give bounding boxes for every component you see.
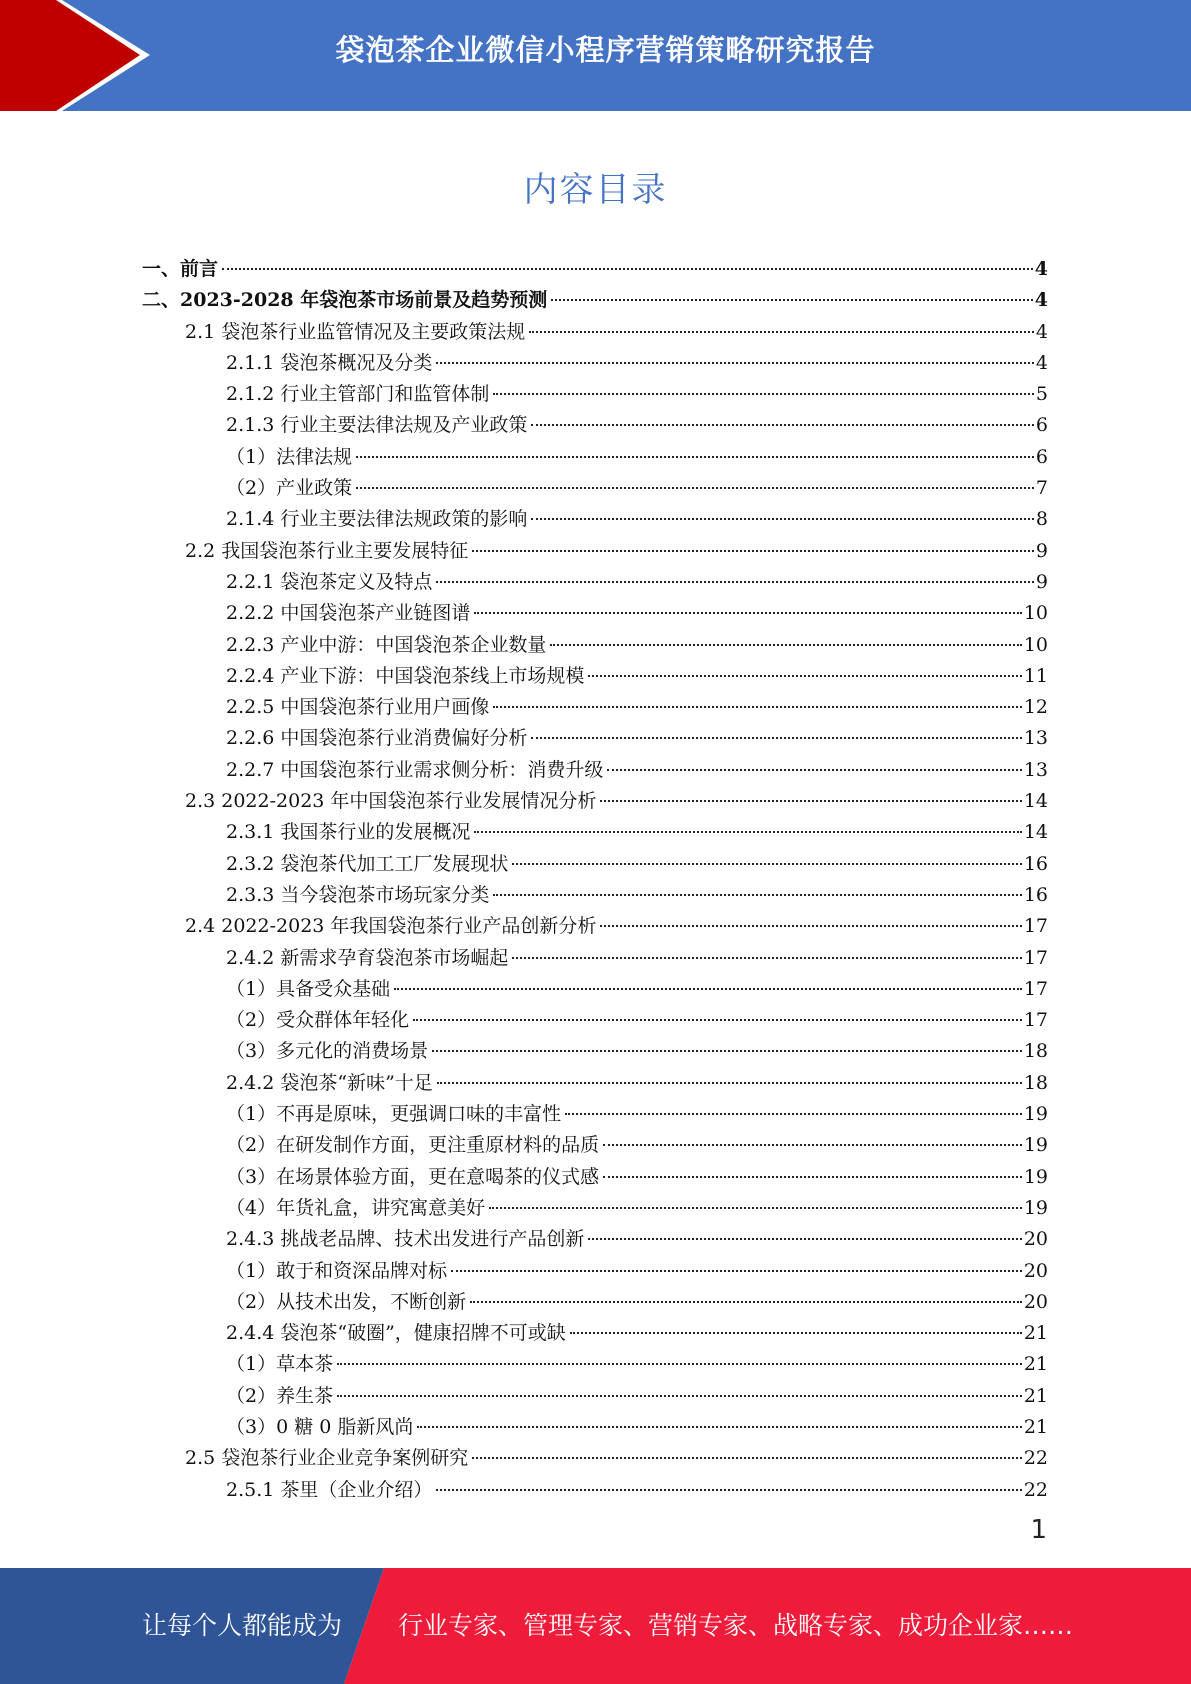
toc-entry[interactable] — [142, 473, 1048, 504]
toc-entry-title: 2.3.2 袋泡茶代加工工厂发展现状 — [226, 852, 509, 875]
toc-leader-dots — [531, 737, 1021, 739]
toc-entry-page: 13 — [1023, 727, 1048, 750]
toc-entry-page: 4 — [1035, 351, 1048, 374]
toc-entry-page: 10 — [1023, 633, 1048, 656]
toc-entry-title: （2）受众群体年轻化 — [226, 1009, 410, 1032]
toc-entry-page: 22 — [1023, 1447, 1048, 1470]
toc-entry[interactable] — [142, 1318, 1048, 1349]
toc-entry-page: 20 — [1023, 1228, 1048, 1251]
toc-entry[interactable] — [142, 817, 1048, 848]
toc-entry-title: 2.2.6 中国袋泡茶行业消费偏好分析 — [226, 727, 528, 750]
toc-entry[interactable] — [142, 692, 1048, 723]
toc-leader-dots — [337, 1395, 1022, 1397]
toc-leader-dots — [472, 550, 1034, 552]
toc-entry-page: 19 — [1023, 1196, 1048, 1219]
toc-entry-title: （1）法律法规 — [226, 445, 353, 468]
toc-entry-title: （1）敢于和资深品牌对标 — [226, 1259, 448, 1282]
toc-entry-title: （3）在场景体验方面，更在意喝茶的仪式感 — [226, 1165, 600, 1188]
toc-entry-page: 4 — [1034, 258, 1048, 280]
toc-entry-title: （4）年货礼盒，讲究寓意美好 — [226, 1196, 486, 1219]
toc-leader-dots — [493, 393, 1034, 395]
toc-entry-page: 18 — [1023, 1071, 1048, 1094]
toc-entry[interactable] — [142, 943, 1048, 974]
toc-entry-title: 2.4.3 挑战老品牌、技术出发进行产品创新 — [226, 1228, 585, 1251]
toc-entry-page: 10 — [1023, 602, 1048, 625]
toc-entry-page: 21 — [1023, 1322, 1048, 1345]
toc-leader-dots — [603, 1144, 1022, 1146]
toc-entry-title: 2.2.5 中国袋泡茶行业用户画像 — [226, 696, 490, 719]
toc-leader-dots — [222, 268, 1033, 270]
table-of-contents — [142, 254, 1048, 1506]
toc-entry-page: 19 — [1023, 1134, 1048, 1157]
toc-leader-dots — [531, 518, 1034, 520]
toc-leader-dots — [588, 675, 1021, 677]
toc-entry-page: 7 — [1035, 477, 1048, 500]
toc-entry-title: 2.4.4 袋泡茶“破圈”，健康招牌不可或缺 — [226, 1322, 566, 1345]
toc-entry[interactable] — [142, 317, 1048, 348]
toc-entry-title: 二、2023-2028 年袋泡茶市场前景及趋势预测 — [142, 289, 548, 312]
toc-entry-title: 2.2.1 袋泡茶定义及特点 — [226, 570, 433, 593]
toc-entry-page: 17 — [1023, 946, 1048, 969]
toc-entry-title: 2.4.2 袋泡茶“新味”十足 — [226, 1071, 433, 1094]
toc-leader-dots — [432, 1050, 1022, 1052]
toc-entry-title: 2.5 袋泡茶行业企业竞争案例研究 — [185, 1447, 469, 1470]
toc-entry-page: 20 — [1023, 1290, 1048, 1313]
toc-leader-dots — [436, 581, 1034, 583]
toc-leader-dots — [551, 299, 1033, 301]
toc-leader-dots — [531, 424, 1034, 426]
toc-entry-title: （3）多元化的消费场景 — [226, 1040, 429, 1063]
toc-leader-dots — [512, 863, 1021, 865]
toc-entry[interactable] — [142, 1162, 1048, 1193]
toc-entry[interactable] — [142, 1381, 1048, 1412]
toc-leader-dots — [489, 1207, 1022, 1209]
toc-leader-dots — [337, 1363, 1022, 1365]
toc-entry-page: 21 — [1023, 1353, 1048, 1376]
toc-leader-dots — [470, 1301, 1022, 1303]
toc-entry[interactable] — [142, 504, 1048, 535]
toc-entry[interactable] — [142, 567, 1048, 598]
toc-leader-dots — [394, 988, 1022, 990]
toc-entry[interactable] — [142, 1412, 1048, 1443]
toc-entry-page: 16 — [1023, 883, 1048, 906]
toc-entry[interactable] — [142, 1224, 1048, 1255]
toc-entry-title: （2）从技术出发，不断创新 — [226, 1290, 467, 1313]
footer-right-text: 行业专家、管理专家、营销专家、战略专家、成功企业家…… — [398, 1611, 1074, 1640]
toc-entry[interactable] — [142, 1036, 1048, 1067]
toc-entry[interactable] — [142, 285, 1048, 316]
toc-entry[interactable] — [142, 1475, 1048, 1506]
toc-entry-title: 一、前言 — [142, 258, 219, 280]
toc-entry-page: 17 — [1023, 977, 1048, 1000]
toc-entry[interactable] — [142, 1130, 1048, 1161]
toc-leader-dots — [550, 644, 1021, 646]
toc-entry-title: （2）产业政策 — [226, 477, 353, 500]
toc-entry-page: 4 — [1035, 320, 1048, 343]
toc-leader-dots — [356, 487, 1034, 489]
toc-leader-dots — [607, 769, 1021, 771]
toc-entry[interactable] — [142, 723, 1048, 754]
toc-entry[interactable] — [142, 849, 1048, 880]
toc-entry-title: 2.1.3 行业主要法律法规及产业政策 — [226, 414, 528, 437]
page-number: 1 — [1030, 1515, 1047, 1545]
toc-entry-title: 2.3.1 我国茶行业的发展概况 — [226, 821, 471, 844]
toc-entry-page: 9 — [1035, 570, 1048, 593]
toc-entry-title: 2.1.1 袋泡茶概况及分类 — [226, 351, 433, 374]
toc-entry-page: 14 — [1023, 821, 1048, 844]
toc-entry-title: 2.1.4 行业主要法律法规政策的影响 — [226, 508, 528, 531]
toc-entry-title: 2.2 我国袋泡茶行业主要发展特征 — [185, 539, 469, 562]
toc-leader-dots — [529, 331, 1034, 333]
toc-entry-title: （1）不再是原味，更强调口味的丰富性 — [226, 1103, 562, 1126]
toc-entry-page: 6 — [1035, 445, 1048, 468]
toc-entry[interactable] — [142, 1005, 1048, 1036]
toc-entry[interactable] — [142, 630, 1048, 661]
toc-entry-title: 2.5.1 茶里（企业介绍） — [226, 1478, 433, 1501]
toc-leader-dots — [451, 1270, 1022, 1272]
toc-entry-page: 6 — [1035, 414, 1048, 437]
toc-entry[interactable] — [142, 442, 1048, 473]
toc-entry-title: 2.4 2022-2023 年我国袋泡茶行业产品创新分析 — [185, 915, 597, 938]
toc-heading: 内容目录 — [523, 170, 668, 210]
toc-entry-title: （1）具备受众基础 — [226, 977, 391, 1000]
toc-leader-dots — [588, 1238, 1021, 1240]
toc-entry[interactable] — [142, 1349, 1048, 1380]
toc-entry[interactable] — [142, 786, 1048, 817]
toc-entry-page: 20 — [1023, 1259, 1048, 1282]
toc-entry-page: 13 — [1023, 758, 1048, 781]
toc-entry-page: 9 — [1035, 539, 1048, 562]
toc-entry-title: 2.2.7 中国袋泡茶行业需求侧分析：消费升级 — [226, 758, 604, 781]
toc-entry-title: （2）养生茶 — [226, 1384, 334, 1407]
toc-leader-dots — [600, 925, 1021, 927]
toc-leader-dots — [356, 456, 1034, 458]
toc-entry[interactable] — [142, 410, 1048, 441]
toc-entry-page: 4 — [1034, 289, 1048, 312]
toc-leader-dots — [600, 800, 1021, 802]
toc-entry-page: 8 — [1035, 508, 1048, 531]
toc-entry-page: 22 — [1023, 1478, 1048, 1501]
toc-entry-page: 18 — [1023, 1040, 1048, 1063]
toc-leader-dots — [436, 362, 1034, 364]
toc-leader-dots — [565, 1113, 1022, 1115]
toc-entry-title: 2.4.2 新需求孕育袋泡茶市场崛起 — [226, 946, 509, 969]
toc-entry[interactable] — [142, 1193, 1048, 1224]
toc-leader-dots — [474, 831, 1021, 833]
footer-banner — [0, 1568, 1191, 1684]
toc-leader-dots — [472, 1457, 1022, 1459]
toc-entry-page: 21 — [1023, 1415, 1048, 1438]
toc-entry[interactable] — [142, 1443, 1048, 1474]
toc-entry-page: 17 — [1023, 915, 1048, 938]
toc-entry-title: 2.1.2 行业主管部门和监管体制 — [226, 383, 490, 406]
toc-entry-page: 11 — [1023, 664, 1048, 687]
toc-leader-dots — [493, 894, 1021, 896]
toc-entry-title: 2.2.2 中国袋泡茶产业链图谱 — [226, 602, 471, 625]
toc-entry-title: （3）0 糖 0 脂新风尚 — [226, 1415, 414, 1438]
toc-entry-page: 19 — [1023, 1165, 1048, 1188]
footer-left-text: 让每个人都能成为 — [142, 1611, 343, 1640]
toc-entry-title: 2.3 2022-2023 年中国袋泡茶行业发展情况分析 — [185, 790, 597, 813]
toc-entry-page: 21 — [1023, 1384, 1048, 1407]
header-title: 袋泡茶企业微信小程序营销策略研究报告 — [335, 33, 876, 67]
toc-leader-dots — [603, 1176, 1022, 1178]
toc-entry-page: 12 — [1023, 696, 1048, 719]
header-banner — [0, 0, 1191, 111]
toc-leader-dots — [437, 1082, 1022, 1084]
toc-leader-dots — [493, 706, 1021, 708]
toc-entry[interactable] — [142, 661, 1048, 692]
toc-entry[interactable] — [142, 1099, 1048, 1130]
toc-entry[interactable] — [142, 348, 1048, 379]
toc-entry-page: 14 — [1023, 790, 1048, 813]
toc-entry[interactable] — [142, 379, 1048, 410]
toc-leader-dots — [413, 1019, 1022, 1021]
toc-entry-title: 2.1 袋泡茶行业监管情况及主要政策法规 — [185, 320, 526, 343]
toc-entry[interactable] — [142, 974, 1048, 1005]
toc-entry-page: 16 — [1023, 852, 1048, 875]
toc-entry[interactable] — [142, 755, 1048, 786]
toc-entry[interactable] — [142, 1256, 1048, 1287]
toc-entry[interactable] — [142, 1287, 1048, 1318]
toc-entry-title: 2.3.3 当今袋泡茶市场玩家分类 — [226, 883, 490, 906]
toc-entry-title: （1）草本茶 — [226, 1353, 334, 1376]
toc-entry-title: （2）在研发制作方面，更注重原材料的品质 — [226, 1134, 600, 1157]
toc-entry[interactable] — [142, 911, 1048, 942]
toc-leader-dots — [570, 1332, 1022, 1334]
toc-entry[interactable] — [142, 880, 1048, 911]
toc-entry-page: 19 — [1023, 1103, 1048, 1126]
toc-leader-dots — [512, 957, 1021, 959]
toc-entry[interactable] — [142, 254, 1048, 285]
toc-leader-dots — [417, 1426, 1021, 1428]
toc-entry-title: 2.2.3 产业中游：中国袋泡茶企业数量 — [226, 633, 547, 656]
toc-entry-title: 2.2.4 产业下游：中国袋泡茶线上市场规模 — [226, 664, 585, 687]
toc-entry[interactable] — [142, 1068, 1048, 1099]
toc-entry-page: 17 — [1023, 1009, 1048, 1032]
toc-entry[interactable] — [142, 598, 1048, 629]
toc-leader-dots — [474, 612, 1021, 614]
toc-entry[interactable] — [142, 536, 1048, 567]
toc-leader-dots — [436, 1489, 1021, 1491]
toc-entry-page: 5 — [1035, 383, 1048, 406]
